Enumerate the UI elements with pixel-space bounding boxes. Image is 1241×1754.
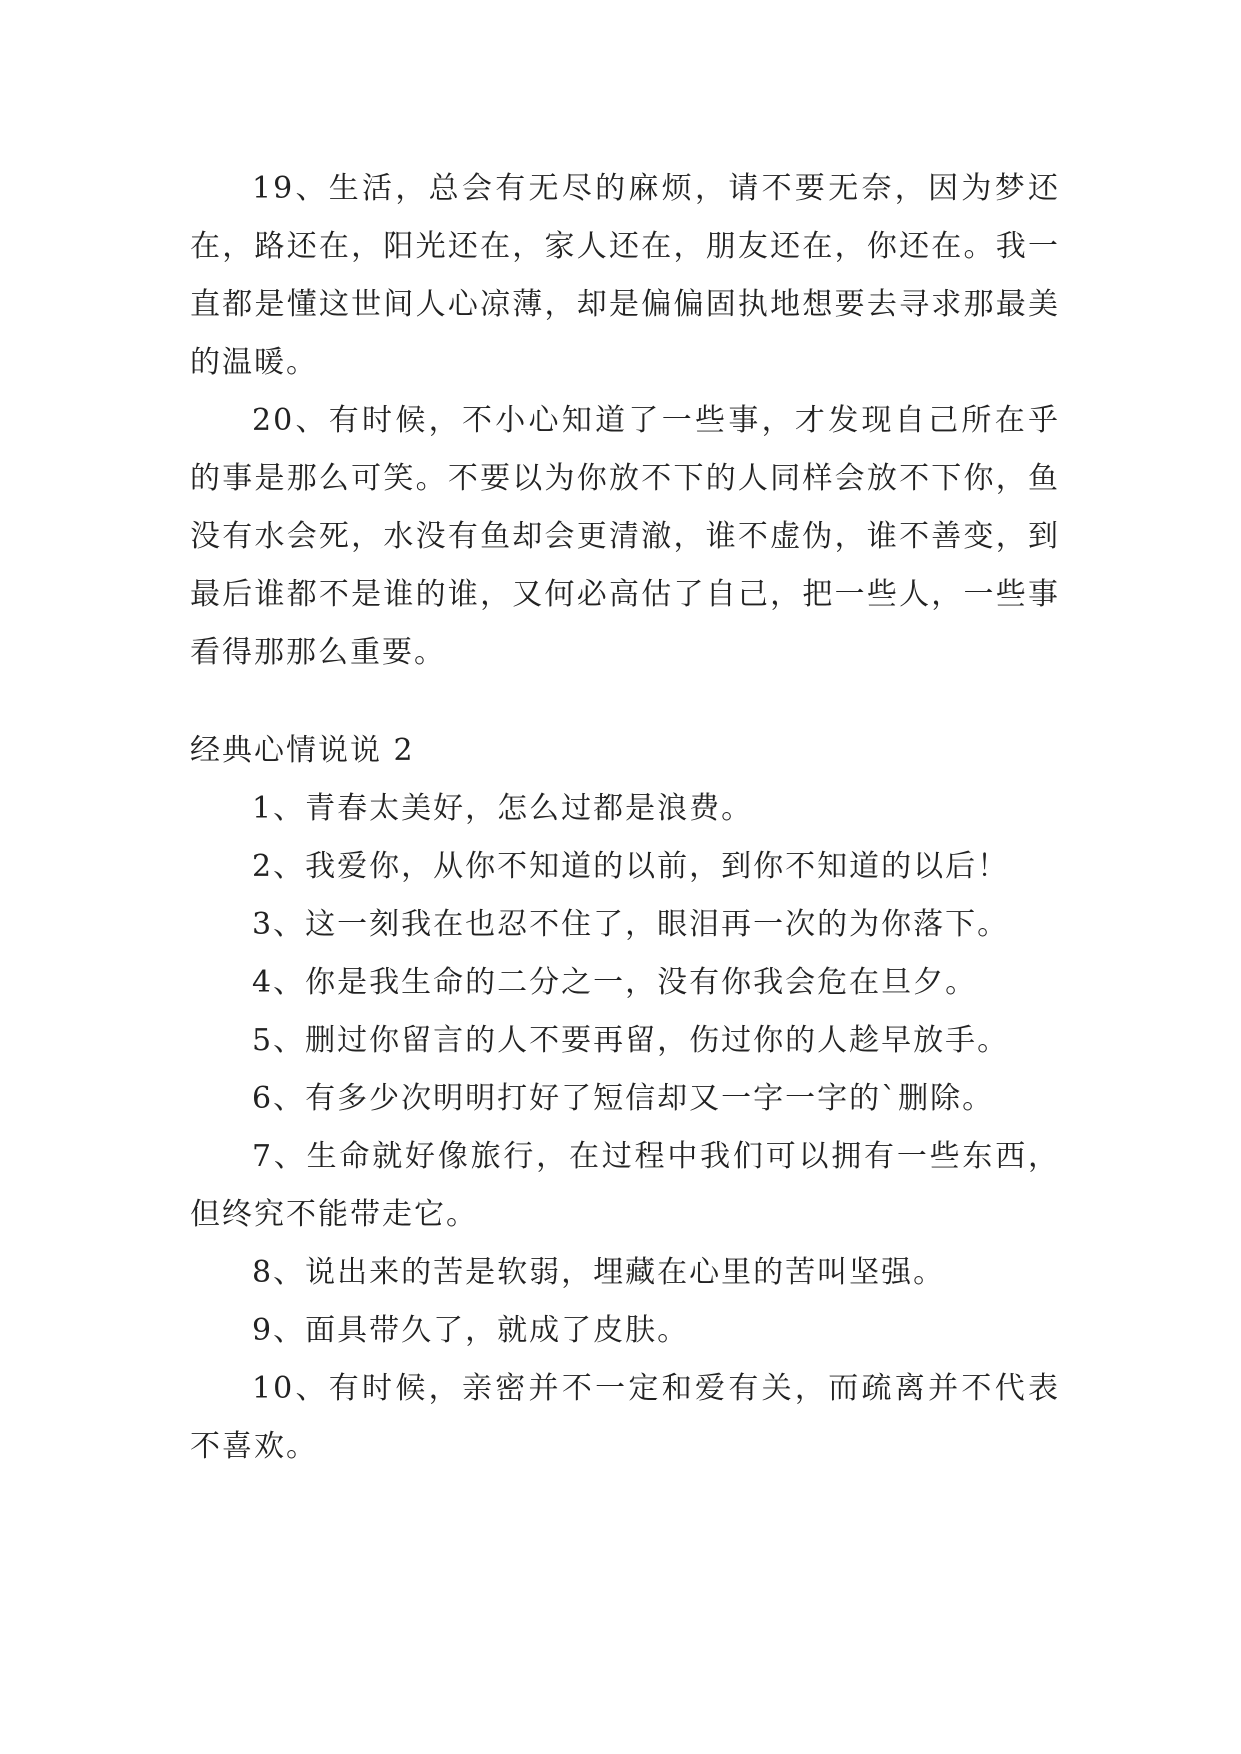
paragraph-20: 20、有时候，不小心知道了一些事，才发现自己所在乎的事是那么可笑。不要以为你放不下的人同样会放不下你，鱼没有水会死，水没有鱼却会更清澈，谁不虚伪，谁不善变，到最后谁都不是谁的谁，又何必高估了自己，把一些人，一些事看得那那么重要。: [190, 403, 1060, 670]
paragraph-19: 19、生活，总会有无尽的麻烦，请不要无奈，因为梦还在，路还在，阳光还在，家人还在，朋友还在，你还在。我一直都是懂这世间人心凉薄，却是偏偏固执地想要去寻求那最美的温暖。: [190, 171, 1060, 380]
list-item-9: 9、面具带久了，就成了皮肤。: [252, 1313, 690, 1348]
list-item-1: 1、青春太美好，怎么过都是浪费。: [252, 791, 754, 826]
list-item-4: 4、你是我生命的二分之一，没有你我会危在旦夕。: [252, 965, 978, 1000]
document-body: [190, 160, 1060, 1476]
list-item-5: 5、删过你留言的人不要再留，伤过你的人趁早放手。: [252, 1023, 1010, 1058]
list-item-6: 6、有多少次明明打好了短信却又一字一字的`删除。: [252, 1081, 995, 1116]
list-item-7: 7、生命就好像旅行，在过程中我们可以拥有一些东西，但终究不能带走它。: [190, 1139, 1060, 1232]
section-title: 经典心情说说 2: [190, 733, 415, 768]
list-item-3: 3、这一刻我在也忍不住了，眼泪再一次的为你落下。: [252, 907, 1010, 942]
list-item-8: 8、说出来的苦是软弱，埋藏在心里的苦叫坚强。: [252, 1255, 946, 1290]
list-item-2: 2、我爱你，从你不知道的以前，到你不知道的以后！: [252, 849, 1010, 884]
list-item-10: 10、有时候，亲密并不一定和爱有关，而疏离并不代表不喜欢。: [190, 1371, 1060, 1464]
